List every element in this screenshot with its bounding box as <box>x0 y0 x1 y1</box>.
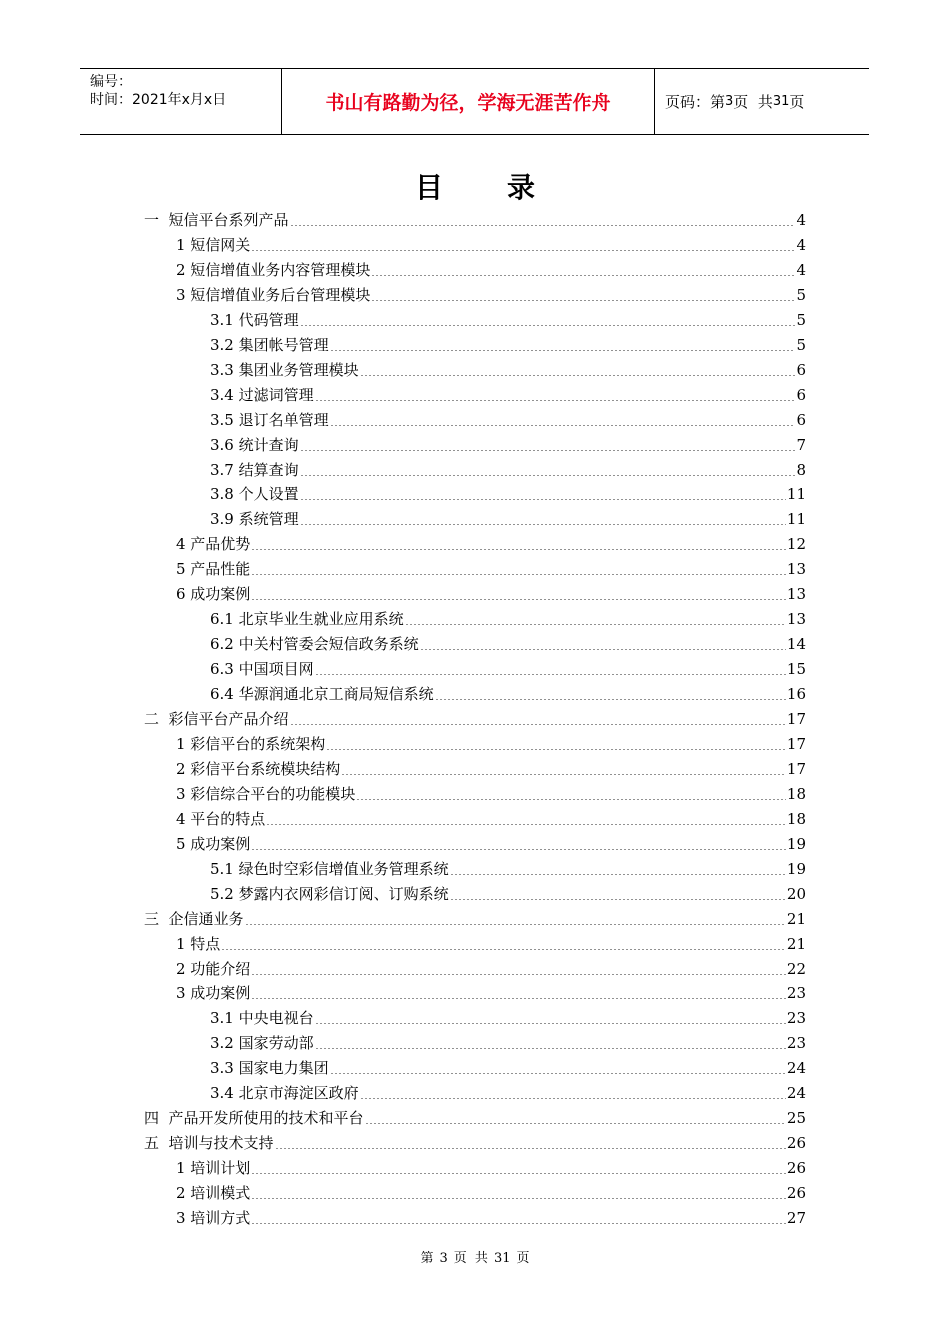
toc-dot-leader <box>290 225 796 226</box>
toc-entry-title: 3.5 退订名单管理 <box>210 410 329 429</box>
toc-entry-page: 21 <box>786 909 806 928</box>
toc-entry-page: 23 <box>786 984 806 1003</box>
toc-entry[interactable] <box>210 333 806 358</box>
toc-entry-page: 17 <box>786 734 806 753</box>
toc-entry-page: 23 <box>786 1034 806 1053</box>
toc-entry-title: 4 产品优势 <box>176 535 251 554</box>
toc-entry-page: 4 <box>796 235 806 254</box>
toc-entry-title: 1 培训计划 <box>176 1159 251 1178</box>
toc-entry-page: 6 <box>796 410 806 429</box>
toc-dot-leader <box>251 998 786 999</box>
toc-entry-title: 6.1 北京毕业生就业应用系统 <box>210 610 404 629</box>
toc-entry-title: 3.4 过滤词管理 <box>210 385 314 404</box>
toc-dot-leader <box>251 1173 786 1174</box>
toc-dot-leader <box>360 1098 786 1099</box>
toc-dot-leader <box>365 1123 786 1124</box>
toc-entry[interactable] <box>210 507 806 532</box>
toc-entry[interactable] <box>210 358 806 383</box>
toc-entry-page: 11 <box>786 485 806 504</box>
toc-entry[interactable] <box>176 732 806 757</box>
toc-entry[interactable] <box>210 1056 806 1081</box>
toc-dot-leader <box>330 350 796 351</box>
toc-entry[interactable] <box>176 757 806 782</box>
toc-dot-leader <box>450 899 786 900</box>
toc-entry-page: 24 <box>786 1084 806 1103</box>
toc-entry-page: 15 <box>786 660 806 679</box>
toc-entry[interactable] <box>144 208 806 233</box>
toc-entry-page: 6 <box>796 360 806 379</box>
toc-dot-leader <box>300 325 796 326</box>
header-page-current: 3 <box>725 94 734 109</box>
toc-entry-title: 1 特点 <box>176 934 221 953</box>
toc-entry[interactable] <box>176 782 806 807</box>
toc-entry-title: 一 短信平台系列产品 <box>144 211 289 229</box>
toc-entry[interactable] <box>144 1131 806 1156</box>
toc-dot-leader <box>315 400 796 401</box>
toc-entry-page: 17 <box>786 710 806 728</box>
toc-entry-title: 6 成功案例 <box>176 585 251 604</box>
toc-entry[interactable] <box>176 258 806 283</box>
toc-entry[interactable] <box>176 832 806 857</box>
toc-entry-title: 1 彩信平台的系统架构 <box>176 734 326 753</box>
header-page-mid: 页 共 <box>733 93 773 111</box>
toc-entry-page: 11 <box>786 510 806 529</box>
toc-entry[interactable] <box>176 1181 806 1206</box>
toc-dot-leader <box>300 524 786 525</box>
page-header <box>80 68 869 135</box>
footer-suffix: 页 <box>516 1251 530 1266</box>
toc-entry[interactable] <box>176 932 806 957</box>
toc-entry-page: 6 <box>796 385 806 404</box>
page-footer <box>0 1247 950 1266</box>
toc-entry-title: 3.4 北京市海淀区政府 <box>210 1084 359 1103</box>
toc-entry-title: 5.2 梦露内衣网彩信订阅、订购系统 <box>210 884 449 903</box>
toc-dot-leader <box>341 774 786 775</box>
toc-entry-title: 三 企信通业务 <box>144 909 244 928</box>
toc-entry-title: 3.1 中央电视台 <box>210 1009 314 1028</box>
toc-dot-leader <box>290 724 786 725</box>
toc-entry-page: 5 <box>796 285 806 304</box>
toc-dot-leader <box>300 475 796 476</box>
header-page-suffix: 页 <box>789 93 805 111</box>
toc-entry[interactable] <box>210 682 806 707</box>
toc-entry-title: 3 成功案例 <box>176 984 251 1003</box>
toc-entry-page: 5 <box>796 310 806 329</box>
header-meta <box>80 69 281 134</box>
toc-dot-leader <box>326 749 786 750</box>
toc-entry-title: 2 培训模式 <box>176 1184 251 1203</box>
toc-entry-title: 3.9 系统管理 <box>210 510 299 529</box>
toc-dot-leader <box>330 425 796 426</box>
toc-entry[interactable] <box>210 607 806 632</box>
toc-entry-title: 5 产品性能 <box>176 560 251 579</box>
toc-entry-title: 四 产品开发所使用的技术和平台 <box>144 1109 364 1128</box>
toc-entry-title: 6.3 中国项目网 <box>210 660 314 679</box>
toc-entry-page: 13 <box>786 585 806 604</box>
toc-dot-leader <box>315 1023 786 1024</box>
toc-entry[interactable] <box>210 882 806 907</box>
toc-entry-page: 24 <box>786 1059 806 1078</box>
toc-dot-leader <box>435 699 786 700</box>
toc-entry[interactable] <box>210 1081 806 1106</box>
toc-entry[interactable] <box>210 632 806 657</box>
toc-dot-leader <box>405 624 786 625</box>
toc-entry-title: 3.3 国家电力集团 <box>210 1059 329 1078</box>
toc-entry-page: 12 <box>786 535 806 554</box>
toc-entry[interactable] <box>210 383 806 408</box>
toc-dot-leader <box>221 949 786 950</box>
toc-entry[interactable] <box>144 1106 806 1131</box>
toc-entry-title: 3.1 代码管理 <box>210 310 299 329</box>
toc-entry-page: 21 <box>786 934 806 953</box>
toc-entry-title: 五 培训与技术支持 <box>144 1134 274 1153</box>
toc-dot-leader <box>300 499 786 500</box>
footer-mid: 页 共 <box>453 1251 488 1266</box>
header-motto: 书山有路勤为径，学海无涯苦作舟 <box>281 69 655 134</box>
toc-entry-page: 17 <box>786 759 806 778</box>
toc-dot-leader <box>266 824 786 825</box>
toc-entry-title: 2 短信增值业务内容管理模块 <box>176 260 371 279</box>
toc-entry[interactable] <box>176 981 806 1006</box>
toc-entry-page: 4 <box>796 260 806 279</box>
toc-entry[interactable] <box>210 458 806 483</box>
toc-entry-page: 4 <box>796 211 806 229</box>
toc-entry[interactable] <box>210 308 806 333</box>
toc-entry-title: 3.3 集团业务管理模块 <box>210 360 359 379</box>
toc-entry-page: 20 <box>786 884 806 903</box>
toc-dot-leader <box>251 1198 786 1199</box>
toc-dot-leader <box>275 1148 786 1149</box>
footer-current: 3 <box>439 1251 448 1266</box>
toc-entry-page: 22 <box>786 959 806 978</box>
toc-dot-leader <box>251 974 786 975</box>
toc-dot-leader <box>251 1223 786 1224</box>
toc-entry-page: 27 <box>786 1209 806 1227</box>
toc-dot-leader <box>315 1048 786 1049</box>
toc-dot-leader <box>300 450 796 451</box>
toc-entry[interactable] <box>144 707 806 732</box>
footer-prefix: 第 <box>420 1251 434 1266</box>
toc-entry[interactable] <box>210 482 806 507</box>
header-page-total: 31 <box>772 94 790 109</box>
toc-entry-title: 4 平台的特点 <box>176 809 266 828</box>
toc-entry-title: 3 培训方式 <box>176 1209 251 1227</box>
toc-entry-page: 26 <box>786 1159 806 1178</box>
toc-entry[interactable] <box>176 557 806 582</box>
toc-dot-leader <box>251 599 786 600</box>
toc-entry[interactable] <box>210 857 806 882</box>
toc-entry-page: 18 <box>786 784 806 803</box>
toc-entry-page: 13 <box>786 610 806 629</box>
toc-entry-title: 二 彩信平台产品介绍 <box>144 710 289 728</box>
header-page-info <box>655 69 869 134</box>
toc-entry[interactable] <box>210 1031 806 1056</box>
toc-entry[interactable] <box>176 532 806 557</box>
toc-entry-title: 3.6 统计查询 <box>210 435 299 454</box>
toc-entry[interactable] <box>176 283 806 308</box>
toc-dot-leader <box>251 549 786 550</box>
header-page-prefix: 页码：第 <box>665 93 726 111</box>
toc-entry-title: 6.4 华源润通北京工商局短信系统 <box>210 685 434 704</box>
toc-entry-page: 19 <box>786 834 806 853</box>
toc-dot-leader <box>251 574 786 575</box>
toc-entry-page: 25 <box>786 1109 806 1128</box>
toc-dot-leader <box>356 799 786 800</box>
toc-entry[interactable] <box>176 582 806 607</box>
toc-entry-page: 14 <box>786 635 806 654</box>
toc-entry-page: 26 <box>786 1184 806 1203</box>
toc-entry-title: 6.2 中关村管委会短信政务系统 <box>210 635 419 654</box>
toc-entry-title: 3.2 国家劳动部 <box>210 1034 314 1053</box>
toc-entry-page: 26 <box>786 1134 806 1153</box>
toc-entry[interactable] <box>144 907 806 932</box>
toc-entry-title: 3 彩信综合平台的功能模块 <box>176 784 356 803</box>
toc-entry-page: 23 <box>786 1009 806 1028</box>
toc-dot-leader <box>371 275 795 276</box>
toc-entry[interactable] <box>210 657 806 682</box>
toc-title: 目录 <box>414 171 599 204</box>
toc-entry-page: 13 <box>786 560 806 579</box>
toc-dot-leader <box>360 375 796 376</box>
toc-entry[interactable] <box>176 807 806 832</box>
document-time-label: 时间：2021年x月x日 <box>90 92 227 108</box>
toc-entry-title: 3 短信增值业务后台管理模块 <box>176 285 371 304</box>
toc-dot-leader <box>420 649 786 650</box>
toc-dot-leader <box>450 874 786 875</box>
toc-entry-page: 8 <box>796 460 806 479</box>
toc-dot-leader <box>371 300 795 301</box>
toc-entry-title: 5.1 绿色时空彩信增值业务管理系统 <box>210 859 449 878</box>
toc-entry[interactable] <box>176 957 806 982</box>
toc-dot-leader <box>315 674 786 675</box>
toc-entry[interactable] <box>210 433 806 458</box>
toc-entry[interactable] <box>210 408 806 433</box>
toc-dot-leader <box>330 1073 786 1074</box>
toc-entry-page: 7 <box>796 435 806 454</box>
toc-entry-title: 3.2 集团帐号管理 <box>210 335 329 354</box>
toc-entry-title: 2 彩信平台系统模块结构 <box>176 759 341 778</box>
toc-dot-leader <box>251 849 786 850</box>
toc-entry[interactable] <box>210 1006 806 1031</box>
toc-entry[interactable] <box>176 233 806 258</box>
toc-entry-page: 16 <box>786 685 806 704</box>
toc-entry-page: 19 <box>786 859 806 878</box>
toc-entry-title: 2 功能介绍 <box>176 959 251 978</box>
toc-entry[interactable] <box>176 1156 806 1181</box>
toc-entry-title: 5 成功案例 <box>176 834 251 853</box>
toc-entry-page: 18 <box>786 809 806 828</box>
toc-dot-leader <box>245 924 786 925</box>
document-number-label: 编号： <box>90 74 132 90</box>
footer-total: 31 <box>493 1251 511 1266</box>
toc-entry-title: 1 短信网关 <box>176 235 251 254</box>
toc-dot-leader <box>251 250 795 251</box>
toc-entry[interactable] <box>176 1206 806 1231</box>
toc-entry-page: 5 <box>796 335 806 354</box>
toc-entry-title: 3.7 结算查询 <box>210 460 299 479</box>
toc-entry-title: 3.8 个人设置 <box>210 485 299 504</box>
